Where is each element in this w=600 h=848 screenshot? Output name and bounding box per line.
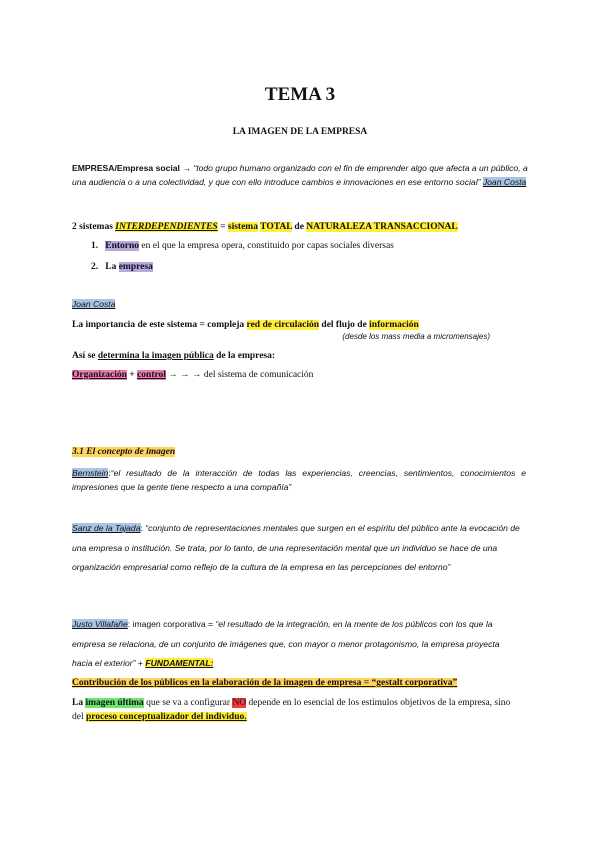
proceso-conceptualizador: proceso conceptualizador del individuo. — [85, 712, 247, 722]
final-paragraph: La imagen última que se va a configurar NO depende en lo esencial de los estímulos objetivos de la empresa, sino del proceso conceptualizador del individuo. — [72, 698, 511, 722]
importance-line: La importancia de este sistema = compleja red de circulación del flujo de información — [72, 320, 419, 330]
systems-pre: 2 sistemas — [72, 222, 116, 232]
bernstein-definition: Bernstein:“el resultado de la interacción de todas las experiencias, creencias, sentimientos, conocimientos e impresiones que la gente tiene respecto a una compañía” — [72, 468, 526, 492]
sanz-author: Sanz de la Tajada — [72, 523, 141, 533]
mass-media-note: (desde los mass media a micromensajes) — [342, 332, 490, 341]
contribucion-line: Contribución de los públicos en la elaboración de la imagen de empresa = “gestalt corporativa” — [72, 678, 458, 688]
definition-quote: “todo grupo humano organizado con el fin de emprender algo que afecta a un público, a una audiencia o a una colectividad, y que con ello introduce cambios e innovaciones en ese entorno social” — [72, 163, 528, 187]
determina-line: Así se determina la imagen pública de la empresa: — [72, 351, 276, 361]
list-hl-empresa: empresa — [118, 262, 153, 272]
definition-term: EMPRESA/Empresa social — [72, 163, 180, 173]
no-highlight: NO — [232, 698, 247, 708]
bernstein-author: Bernstein — [72, 468, 109, 478]
page-subtitle: LA IMAGEN DE LA EMPRESA — [232, 127, 368, 137]
costa-author: Joan Costa — [72, 299, 116, 309]
list-item-2: 2. La empresa — [91, 262, 153, 272]
list-num-2: 2. — [91, 262, 99, 272]
systems-naturaleza: NATURALEZA TRANSACCIONAL — [306, 222, 458, 232]
imagen-ultima: imagen última — [85, 698, 144, 708]
organizacion: Organización — [72, 370, 127, 380]
informacion: información — [369, 320, 419, 330]
red-circulacion: red de circulación — [246, 320, 320, 330]
villafane-definition: Justo Villafañe: imagen corporativa = “el resultado de la integración, en la mente de los públicos con los que la empresa se relaciona, de un conjunto de imágenes que, con mayor o menor protagonismo, la empresa proyecta hacia el exterior” + FUNDAMENTAL: — [72, 619, 500, 668]
page-title: TEMA 3 — [264, 84, 336, 105]
systems-sistema: sistema — [227, 222, 258, 232]
fundamental: FUNDAMENTAL: — [145, 658, 214, 668]
systems-total: TOTAL — [260, 222, 293, 232]
definition-empresa — [72, 161, 532, 189]
list-num-1: 1. — [91, 241, 99, 251]
section-heading: 3.1 El concepto de imagen — [72, 447, 176, 457]
systems-eq: = — [217, 222, 228, 232]
two-systems-line — [72, 220, 532, 234]
list-item-1: 1. Entorno en el que la empresa opera, constituido por capas sociales diversas — [91, 241, 394, 251]
list-hl-entorno: Entorno — [105, 241, 140, 251]
systems-de: de — [292, 222, 307, 232]
determina-imagen: determina la imagen pública — [97, 351, 214, 361]
systems-inter: INTERDEPENDIENTES — [115, 222, 218, 232]
sanz-definition: Sanz de la Tajada: “conjunto de representaciones mentales que surgen en el espíritu del público ante la evocación de una empresa o institución. Se trata, por lo tanto, de una representación mental que un individuo se hace de una organización empresarial como reflejo de la cultura de la empresa en las percepciones del entorno” — [72, 523, 520, 572]
arrow: → — [179, 163, 194, 173]
villafane-author: Justo Villafañe — [72, 619, 128, 629]
definition-author: Joan Costa — [482, 177, 527, 187]
organizacion-line: Organización + control → → → del sistema de comunicación — [72, 370, 314, 380]
control: control — [137, 370, 166, 380]
